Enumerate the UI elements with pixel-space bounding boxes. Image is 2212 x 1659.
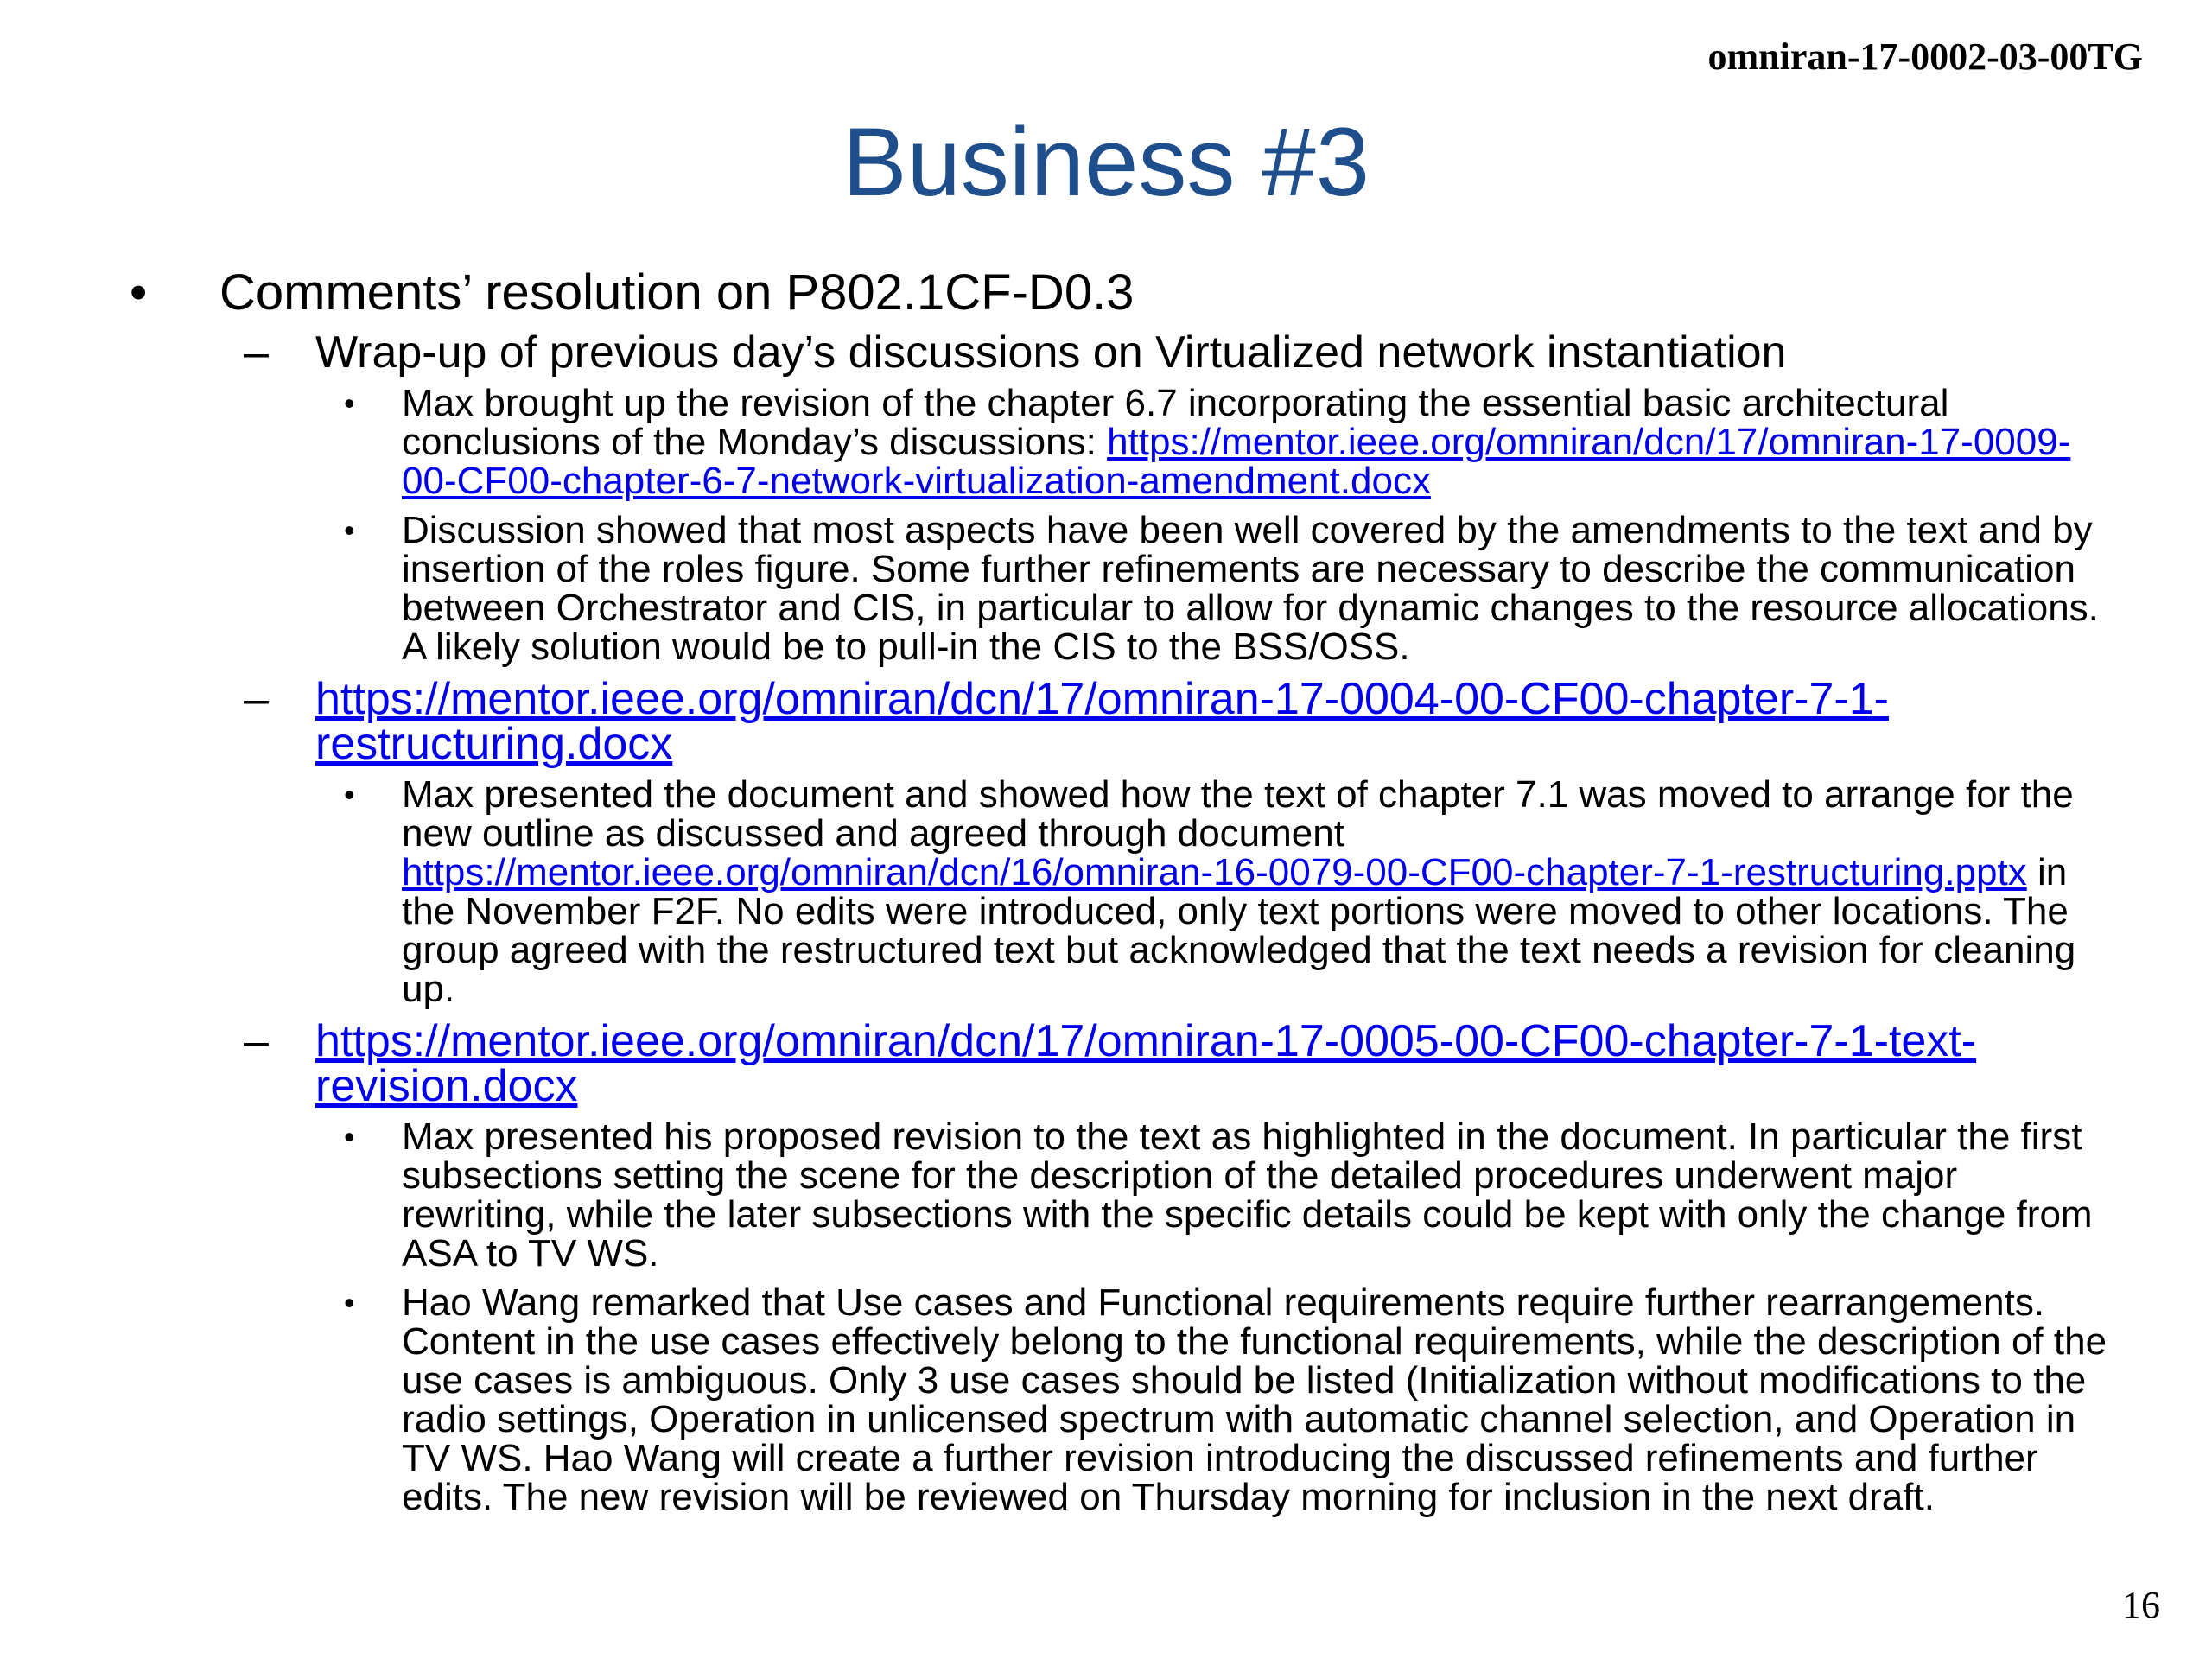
document-id: omniran-17-0002-03-00TG xyxy=(1707,35,2143,78)
detail-text-continued: in the November F2F. No edits were introduced, only text portions were moved to other locations. The group agreed with the restructured text but acknowledged that the text needs a revision for cleaning up. xyxy=(402,851,2076,1010)
detail-text: Discussion showed that most aspects have been well covered by the amendments to the text and by insertion of the roles figure. Some further refinements are necessary to describe the communication between Orchestrator and CIS, in particular to allow for dynamic changes to the resource allocations. A likely solution would be to pull-in the CIS to the BSS/OSS. xyxy=(402,509,2099,668)
detail-text: Max presented the document and showed how the text of chapter 7.1 was moved to arrange for the new outline as discussed and agreed through document xyxy=(402,773,2074,855)
slide-title: Business #3 xyxy=(842,108,1370,216)
chapter-7-1-restructuring-link[interactable]: https://mentor.ieee.org/omniran/dcn/17/omniran-17-0004-00-CF00-chapter-7-1-restructuring.docx xyxy=(315,674,1889,769)
chapter-6-7-amendment-link[interactable]: https://mentor.ieee.org/omniran/dcn/17/omniran-17-0009-00-CF00-chapter-6-7-network-virtualization-amendment.docx xyxy=(402,421,2071,502)
subbullet-restructuring xyxy=(130,674,2117,769)
detail-text: Max brought up the revision of the chapter 6.7 incorporating the essential basic architectural conclusions of the Monday’s discussions: xyxy=(402,382,1949,463)
subbullet-text: Wrap-up of previous day’s discussions on Virtualized network instantiation xyxy=(315,327,1787,378)
detail-discussion-summary xyxy=(130,511,2117,666)
detail-chapter-6-7-revision xyxy=(130,384,2117,500)
detail-text: Max presented his proposed revision to the text as highlighted in the document. In particular the first subsections setting the scene for the description of the detailed procedures underwent major rewriting, while the later subsections with the specific details could be kept with only the change from ASA to TV WS. xyxy=(402,1116,2093,1274)
slide-content xyxy=(130,263,2117,1527)
dash-marker: – xyxy=(244,1016,269,1066)
bullet-text: Comments’ resolution on P802.1CF-D0.3 xyxy=(219,264,1135,321)
bullet-marker: • xyxy=(344,512,355,548)
bullet-marker: • xyxy=(344,777,355,812)
subbullet-text-revision xyxy=(130,1016,2117,1111)
detail-proposed-revision xyxy=(130,1117,2117,1273)
dash-marker: – xyxy=(244,327,269,378)
restructuring-pptx-link[interactable]: https://mentor.ieee.org/omniran/dcn/16/omniran-16-0079-00-CF00-chapter-7-1-restructuring.pptx xyxy=(402,851,2027,893)
page-number: 16 xyxy=(2122,1584,2160,1626)
dash-marker: – xyxy=(244,674,269,724)
bullet-marker: • xyxy=(344,1119,355,1154)
detail-text: Hao Wang remarked that Use cases and Functional requirements require further rearrangements. Content in the use cases effectively belong to the functional requirements, while the description of the use cases is ambiguous. Only 3 use cases should be listed (Initialization without modifications to the radio settings, Operation in unlicensed spectrum with automatic channel selection, and Operation in TV WS. Hao Wang will create a further revision introducing the discussed refinements and further edits. The new revision will be reviewed on Thursday morning for inclusion in the next draft. xyxy=(402,1281,2107,1518)
bullet-comments-resolution xyxy=(130,263,2117,323)
bullet-marker: • xyxy=(344,385,355,421)
detail-hao-wang-remarks xyxy=(130,1283,2117,1516)
detail-restructuring-presentation xyxy=(130,775,2117,1008)
chapter-7-1-text-revision-link[interactable]: https://mentor.ieee.org/omniran/dcn/17/omniran-17-0005-00-CF00-chapter-7-1-text-revision.docx xyxy=(315,1016,1977,1111)
bullet-marker: • xyxy=(130,264,148,321)
subbullet-wrapup xyxy=(130,327,2117,378)
bullet-marker: • xyxy=(344,1285,355,1320)
